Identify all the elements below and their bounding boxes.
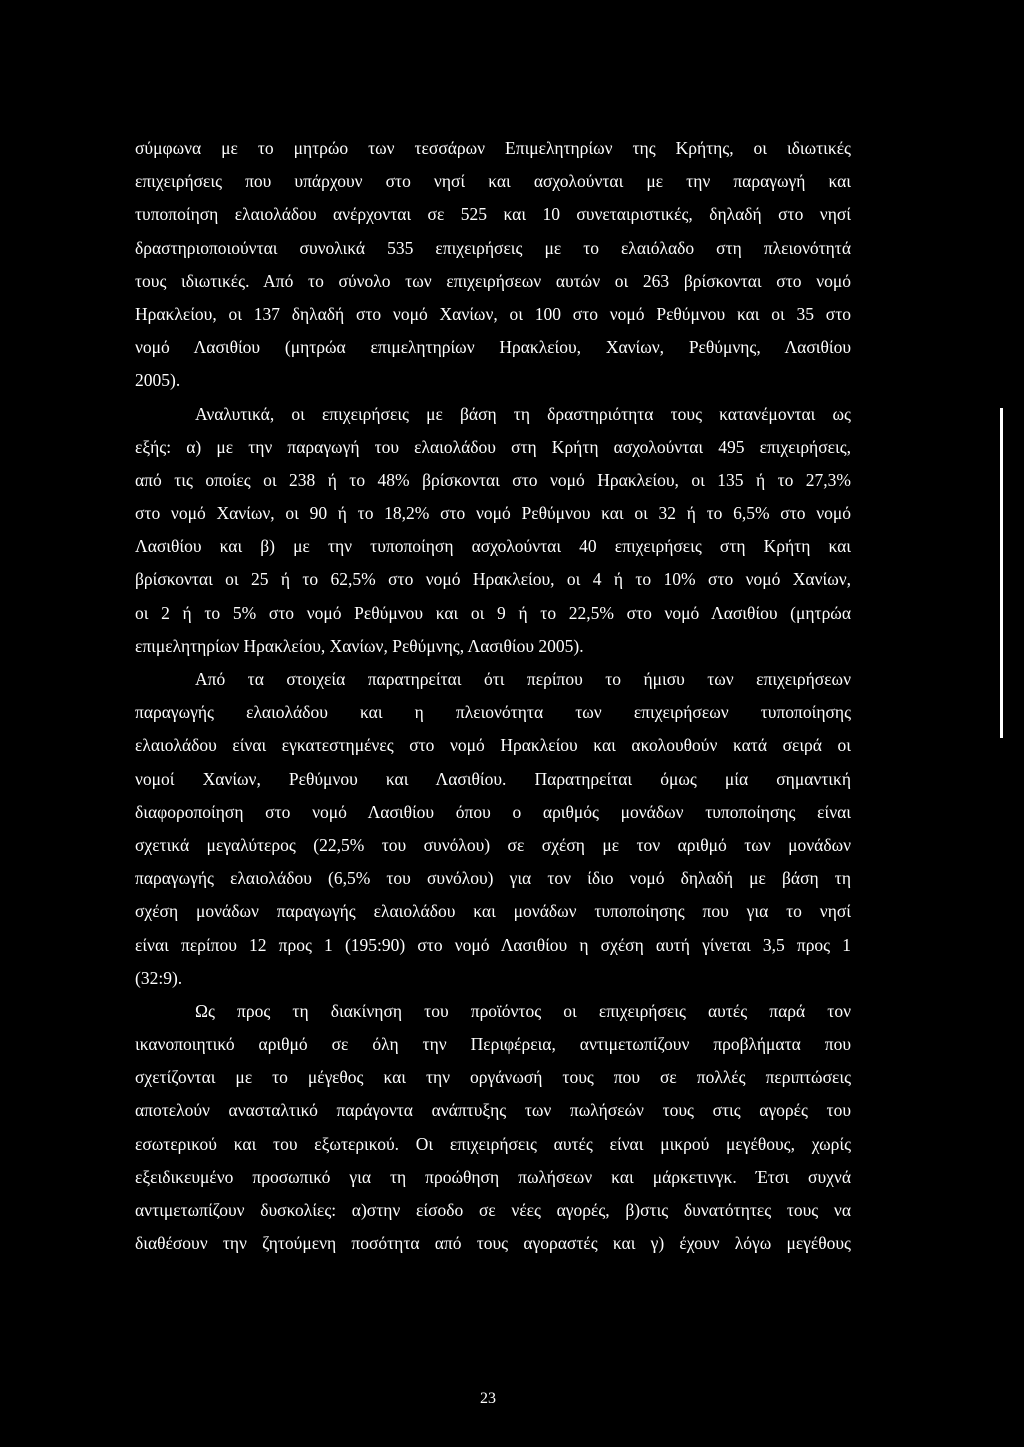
text-line: οι 2 ή το 5% στο νομό Ρεθύμνου και οι 9 ή το 22,5% στο νομό Λασιθίου (μητρώα — [135, 602, 851, 623]
text-line: επιχειρήσεις που υπάρχουν στο νησί και ασχολούνται με την παραγωγή και — [135, 171, 851, 192]
text-line: βρίσκονται οι 25 ή το 62,5% στο νομό Ηρακλείου, οι 4 ή το 10% στο νομό Χανίων, — [135, 569, 851, 590]
page-number: 23 — [480, 1390, 496, 1407]
text-line: διαφοροποίηση στο νομό Λασιθίου όπου ο αριθμός μονάδων τυποποίησης είναι — [135, 801, 851, 822]
text-line: ελαιολάδου είναι εγκατεστημένες στο νομό Ηρακλείου και ακολουθούν κατά σειρά οι — [135, 735, 851, 756]
text-line: σχετικά μεγαλύτερος (22,5% του συνόλου) σε σχέση με τον αριθμό των μονάδων — [135, 834, 851, 855]
body-text — [135, 132, 851, 1260]
text-line: αποτελούν ανασταλτικό παράγοντα ανάπτυξης των πωλήσεών τους στις αγορές του — [135, 1100, 851, 1121]
text-line: (32:9). — [135, 967, 183, 988]
text-line: νομό Λασιθίου (μητρώα επιμελητηρίων Ηρακλείου, Χανίων, Ρεθύμνης, Λασιθίου — [135, 337, 851, 358]
text-line: στο νομό Χανίων, οι 90 ή το 18,2% στο νομό Ρεθύμνου και οι 32 ή το 6,5% στο νομό — [135, 503, 851, 524]
text-line: εσωτερικού και του εξωτερικού. Οι επιχειρήσεις αυτές είναι μικρού μεγέθους, χωρίς — [135, 1133, 851, 1154]
text-line: δραστηριοποιούνται συνολικά 535 επιχειρήσεις με το ελαιόλαδο στη πλειονότητά — [135, 237, 851, 258]
text-line: ικανοποιητικό αριθμό σε όλη την Περιφέρεια, αντιμετωπίζουν προβλήματα που — [135, 1034, 851, 1055]
text-line: Ως προς τη διακίνηση του προϊόντος οι επιχειρήσεις αυτές παρά τον — [195, 1000, 851, 1021]
text-line: είναι περίπου 12 προς 1 (195:90) στο νομό Λασιθίου η σχέση αυτή γίνεται 3,5 προς 1 — [135, 934, 851, 955]
text-line: διαθέσουν την ζητούμενη ποσότητα από τους αγοραστές και γ) έχουν λόγω μεγέθους — [135, 1233, 851, 1254]
text-line: Ηρακλείου, οι 137 δηλαδή στο νομό Χανίων, οι 100 στο νομό Ρεθύμνου και οι 35 στο — [135, 303, 851, 324]
text-line: παραγωγής ελαιολάδου (6,5% του συνόλου) για τον ίδιο νομό δηλαδή με βάση τη — [135, 868, 851, 889]
text-line: αντιμετωπίζουν δυσκολίες: α)στην είσοδο σε νέες αγορές, β)στις δυνατότητες τους να — [135, 1200, 851, 1220]
text-line: τους ιδιωτικές. Από το σύνολο των επιχειρήσεων αυτών οι 263 βρίσκονται στο νομό — [135, 270, 851, 291]
text-line: σχέση μονάδων παραγωγής ελαιολάδου και μονάδων τυποποίησης που για το νησί — [135, 901, 851, 922]
text-line: σχετίζονται με το μέγεθος και την οργάνωσή τους που σε πολλές περιπτώσεις — [135, 1067, 851, 1088]
text-line: τυποποίηση ελαιολάδου ανέρχονται σε 525 και 10 συνεταιριστικές, δηλαδή στο νησί — [135, 204, 851, 225]
margin-bar — [1000, 408, 1003, 738]
text-line: εξειδικευμένο προσωπικό για τη προώθηση πωλήσεων και μάρκετινγκ. Έτσι συχνά — [135, 1166, 851, 1187]
text-line: παραγωγής ελαιολάδου και η πλειονότητα των επιχειρήσεων τυποποίησης — [135, 702, 851, 723]
text-line: επιμελητηρίων Ηρακλείου, Χανίων, Ρεθύμνης, Λασιθίου 2005). — [135, 635, 584, 656]
text-line: Από τα στοιχεία παρατηρείται ότι περίπου το ήμισυ των επιχειρήσεων — [195, 669, 851, 689]
text-line: σύμφωνα με το μητρώο των τεσσάρων Επιμελητηρίων της Κρήτης, οι ιδιωτικές — [135, 138, 851, 158]
text-line: από τις οποίες οι 238 ή το 48% βρίσκονται στο νομό Ηρακλείου, οι 135 ή το 27,3% — [135, 469, 851, 490]
text-line: νομοί Χανίων, Ρεθύμνου και Λασιθίου. Παρατηρείται όμως μία σημαντική — [135, 768, 851, 789]
text-line: Λασιθίου και β) με την τυποποίηση ασχολούνται 40 επιχειρήσεις στη Κρήτη και — [135, 536, 851, 557]
text-line: εξής: α) με την παραγωγή του ελαιολάδου στη Κρήτη ασχολούνται 495 επιχειρήσεις, — [135, 436, 851, 457]
text-line: Αναλυτικά, οι επιχειρήσεις με βάση τη δραστηριότητα τους κατανέμονται ως — [195, 403, 851, 424]
text-line: 2005). — [135, 370, 181, 391]
